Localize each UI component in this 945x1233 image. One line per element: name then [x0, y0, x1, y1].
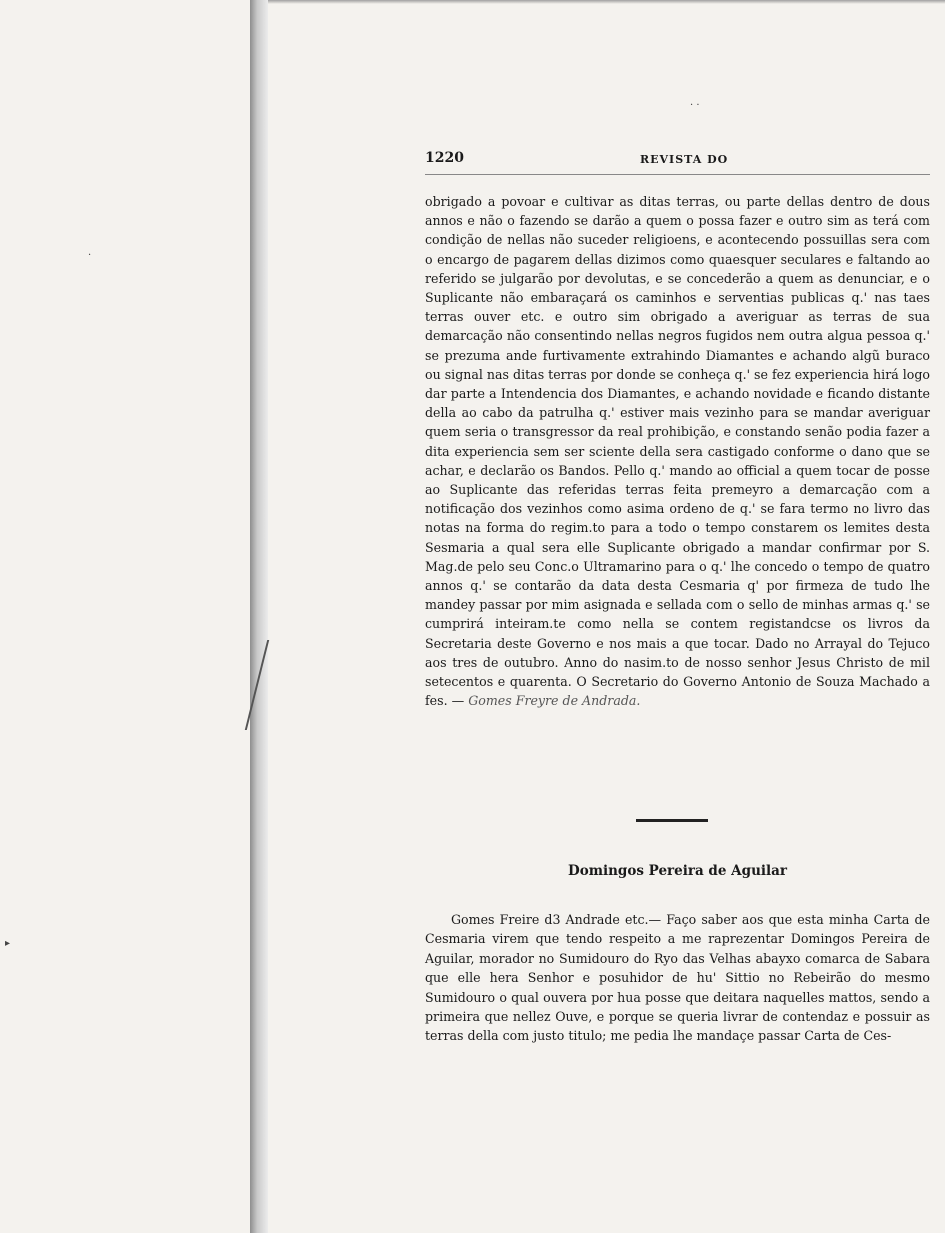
running-title: REVISTA DO — [640, 153, 729, 166]
scan-speck: · — [88, 250, 92, 261]
scanned-page-edge — [250, 0, 268, 1233]
body-paragraph-text: obrigado a povoar e cultivar as ditas terras, ou parte dellas dentro de dous annos e não o fazendo se darão a quem o possa fazer e outro sim as terá com condição de nellas não suceder religioens, e acontecendo possuillas sera com o encargo de pagarem dellas dizimos como quaesquer seculares e faltando ao referido se julgarão por devolutas, e se concederão a quem as denunciar, e o Suplicante não embaraçará os caminhos e serventias publicas q.' nas taes terras ouver etc. e outro sim obrigado a averiguar as terras de sua demarcação não consentindo nellas negros fugidos nem outra algua pessoa q.' se prezuma ande furtivamente extrahindo Diamantes e achando algũ buraco ou signal nas ditas terras por donde se conheça q.' se fez experiencia hirá logo dar parte a Intendencia dos Diamantes, e achando novidade e ficando distante della ao cabo da patrulha q.' estiver mais vezinho para se mandar averiguar quem seria o transgressor da real prohibição, e constando senão podia fazer a dita experiencia sem ser sciente della sera castigado conforme o dano que se achar, e declarão os Bandos. Pello q.' mando ao official a quem tocar de posse ao Suplicante das referidas terras feita premeyro a demarcação com a notificação dos vezinhos como asima ordeno de q.' se fara termo no livro das notas na forma do regim.to para a todo o tempo constarem os lemites desta Sesmaria a qual sera elle Suplicante obrigado a mandar confirmar por S. Mag.de pelo seu Conc.o Ultramarino para o q.' lhe concedo o tempo de quatro annos q.' se contarão da data desta Cesmaria q' por firmeza de tudo lhe mandey passar por mim asignada e sellada com o sello de minhas armas q.' se cumprirá inteiram.te como nella se contem registandcse os livros da Secretaria deste Governo e nos mais a que tocar. Dado no Arrayal do Tejuco aos tres de outubro. Anno do nasim.to de nosso senhor Jesus Christo de mil setecentos e quarenta. O Secretario do Governo Antonio de Souza Machado a fes. — — [425, 194, 930, 709]
page-header — [425, 150, 930, 175]
scan-speck: · · — [690, 100, 700, 111]
body-paragraph — [425, 192, 930, 710]
section-paragraph: Gomes Freire d3 Andrade etc.— Faço saber aos que esta minha Carta de Cesmaria virem que tendo respeito a me raprezentar Domingos Pereira de Aguilar, morador no Sumidouro do Ryo das Velhas abayxo comarca de Sabara que elle hera Senhor e posuhidor de hu' Sittio no Rebeirão do mesmo Sumidouro o qual ouvera por hua posse que deitara naquelles mattos, sendo a primeira que nellez Ouve, e porque se queria livrar de contendaz e possuir as terras della com justo titulo; me pedia lhe mandaçe passar Carta de Ces- — [425, 912, 930, 1044]
page-number: 1220 — [425, 150, 464, 166]
scanned-page-top-edge — [268, 0, 945, 4]
section-heading: Domingos Pereira de Aguilar — [567, 863, 788, 879]
scan-speck: ▸ — [5, 938, 11, 949]
section-divider — [636, 819, 708, 822]
signature: Gomes Freyre de Andrada. — [468, 693, 641, 709]
